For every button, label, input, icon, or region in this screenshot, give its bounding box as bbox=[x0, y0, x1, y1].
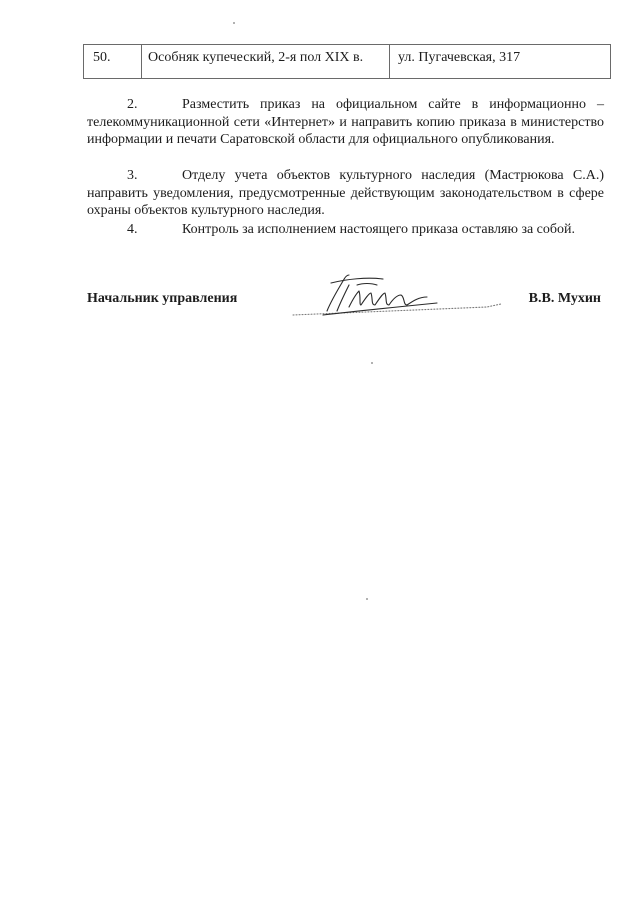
paragraph-text: Отделу учета объектов культурного наследия (Мастрюкова С.А.) направить уведомления, предусмотренные действующим законодательством в сфере охраны объектов культурного наследия. bbox=[87, 168, 604, 218]
signature-block bbox=[87, 287, 601, 317]
heritage-objects-table bbox=[83, 44, 611, 79]
object-address-cell: ул. Пугачевская, 317 bbox=[390, 45, 611, 79]
paragraph-number: 3. bbox=[127, 168, 138, 183]
paragraph-text: Контроль за исполнением настоящего приказа оставляю за собой. bbox=[182, 222, 576, 237]
scan-speck bbox=[366, 598, 368, 600]
paragraph-number: 4. bbox=[127, 222, 138, 237]
signer-title: Начальник управления bbox=[87, 291, 238, 306]
paragraph-text: Разместить приказ на официальном сайте в информационно – телекоммуникационной сети «Интернет» и направить копию приказа в министерство информации и печати Саратовской области для официального опубликования. bbox=[87, 97, 604, 147]
paragraph-number: 2. bbox=[127, 97, 138, 112]
scan-speck bbox=[233, 22, 235, 24]
paragraph-4 bbox=[87, 221, 604, 239]
table-row bbox=[84, 45, 611, 79]
scan-speck bbox=[371, 362, 373, 364]
handwritten-signature bbox=[287, 271, 507, 319]
object-name-cell: Особняк купеческий, 2-я пол XIX в. bbox=[142, 45, 390, 79]
row-number-cell: 50. bbox=[84, 45, 142, 79]
paragraph-3 bbox=[87, 167, 604, 220]
signer-name: В.В. Мухин bbox=[528, 291, 601, 306]
paragraph-2 bbox=[87, 96, 604, 149]
